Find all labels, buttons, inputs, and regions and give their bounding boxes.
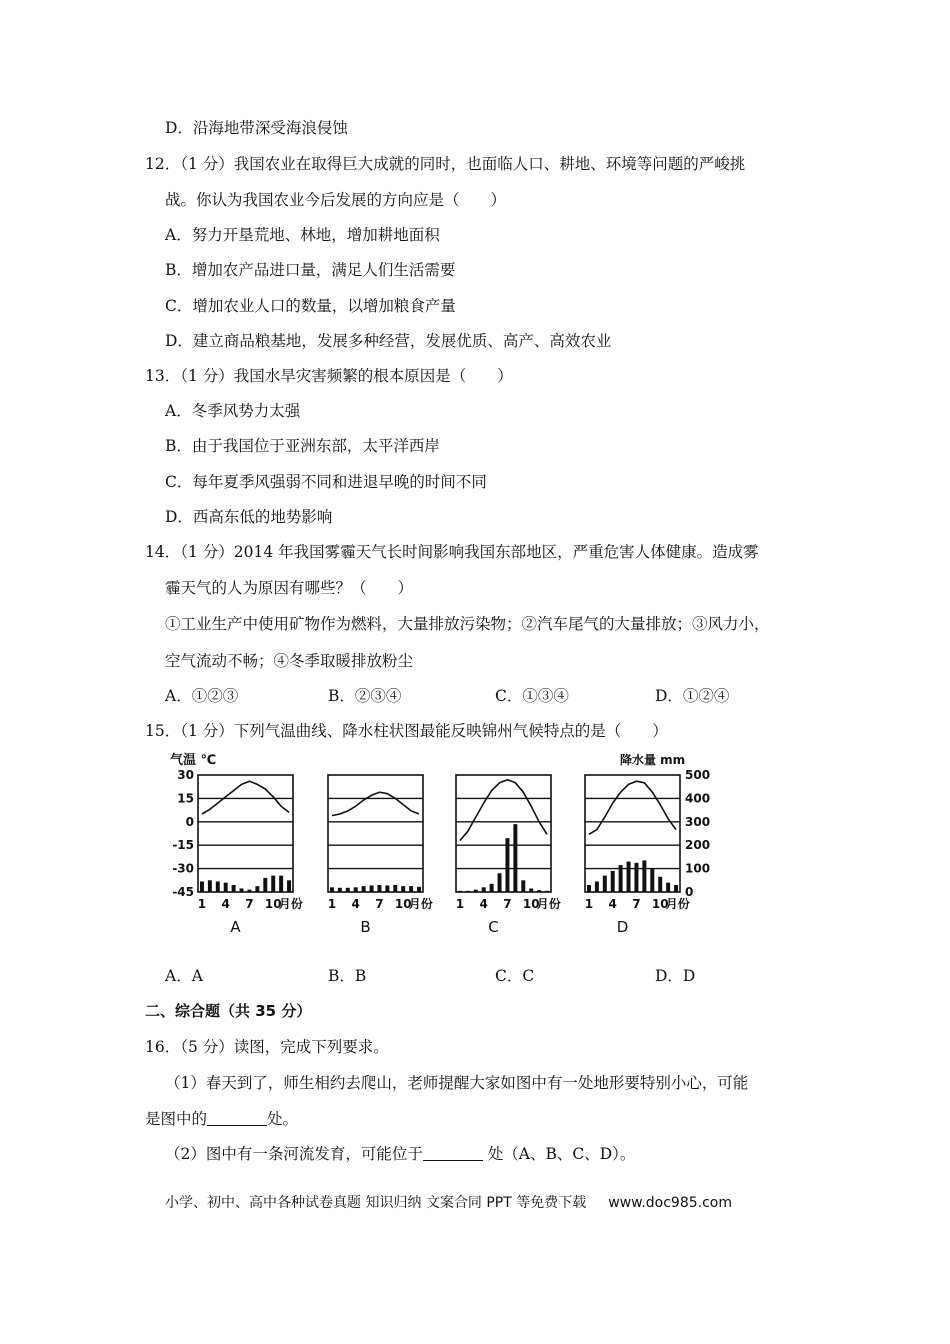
panel-b-x-tick-10: 10 xyxy=(394,897,412,911)
temp-tick-label-4: -30 xyxy=(172,861,194,876)
panel-d-precip-bar-6 xyxy=(627,862,631,892)
temp-tick-label-5: -45 xyxy=(172,885,194,899)
panel-c-x-unit: 月份 xyxy=(536,897,561,911)
q14-option-a: A．①②③ xyxy=(165,687,239,705)
q11-option-d: D．沿海地带深受海浪侵蚀 xyxy=(165,119,348,137)
panel-c-x-tick-7: 7 xyxy=(503,897,512,911)
panel-a-precip-bar-9 xyxy=(263,878,267,892)
panel-a-x-unit: 月份 xyxy=(278,897,303,911)
panel-b-precip-bar-11 xyxy=(409,886,413,892)
panel-d-precip-bar-2 xyxy=(595,881,599,892)
q16-part1-line2 xyxy=(145,1109,298,1129)
temp-tick-label-2: 0 xyxy=(185,814,194,829)
panel-b-precip-bar-4 xyxy=(354,887,358,892)
section-2-title: 二、综合题（共 35 分） xyxy=(145,1002,312,1020)
panel-c-x-tick-10: 10 xyxy=(522,897,540,911)
q16-part1-suffix: 处。 xyxy=(267,1110,299,1128)
panel-d-frame xyxy=(585,775,680,892)
panel-c-precip-bar-2 xyxy=(466,891,470,892)
q16-part1-blank[interactable] xyxy=(207,1110,267,1126)
precip-tick-label-0: 500 xyxy=(685,768,711,782)
q15-option-c: C．C xyxy=(495,967,535,985)
q13-option-c: C．每年夏季风强弱不同和进退早晚的时间不同 xyxy=(165,473,487,491)
panel-d-precip-bar-3 xyxy=(603,876,607,892)
q14-option-b: B．②③④ xyxy=(328,687,402,705)
panel-d-x-tick-1: 1 xyxy=(584,897,594,911)
panel-a-precip-bar-3 xyxy=(216,881,220,892)
panel-c-precip-bar-10 xyxy=(529,888,533,892)
q12-option-d: D．建立商品粮基地，发展多种经营，发展优质、高产、高效农业 xyxy=(165,332,612,350)
panel-d-temp-curve xyxy=(589,781,676,834)
panel-c-precip-bar-5 xyxy=(490,884,494,892)
panel-c-x-tick-4: 4 xyxy=(479,897,488,911)
panel-a-precip-bar-11 xyxy=(279,876,283,892)
panel-a-frame xyxy=(198,775,293,892)
panel-c-precip-bar-3 xyxy=(474,890,478,892)
panel-b-precip-bar-7 xyxy=(377,885,381,892)
panel-c-temp-curve xyxy=(460,780,547,841)
panel-a-temp-curve xyxy=(202,781,289,814)
panel-d-precip-bar-12 xyxy=(674,885,678,892)
panel-d-precip-bar-4 xyxy=(611,871,615,892)
panel-b-precip-bar-5 xyxy=(362,886,366,892)
panel-d-precip-bar-10 xyxy=(658,877,662,892)
precip-axis-label: 降水量 mm xyxy=(620,753,686,767)
panel-a-precip-bar-1 xyxy=(200,881,204,892)
panel-b-precip-bar-10 xyxy=(401,886,405,892)
q15-stem: 15．（1 分）下列气温曲线、降水柱状图最能反映锦州气候特点的是（ ） xyxy=(145,722,668,740)
panel-b-precip-bar-9 xyxy=(393,885,397,892)
panel-b-precip-bar-6 xyxy=(370,885,374,892)
temp-axis-label: 气温 ℃ xyxy=(170,753,217,768)
panel-b-precip-bar-1 xyxy=(330,887,334,892)
q12-option-a: A．努力开垦荒地、林地，增加耕地面积 xyxy=(165,226,440,244)
footer xyxy=(165,1192,732,1212)
q16-part2-blank[interactable] xyxy=(423,1145,483,1161)
panel-b-precip-bar-3 xyxy=(346,888,350,892)
q14-option-d: D．①②④ xyxy=(655,687,730,705)
panel-b-frame xyxy=(328,775,423,892)
panel-c-precip-bar-7 xyxy=(505,838,509,892)
climate-charts xyxy=(160,750,720,950)
panel-b-precip-bar-8 xyxy=(385,885,389,892)
panel-d-label: D xyxy=(616,918,629,936)
q13-stem: 13．（1 分）我国水旱灾害频繁的根本原因是（ ） xyxy=(145,367,513,385)
panel-b-label: B xyxy=(360,918,371,936)
panel-b-precip-bar-2 xyxy=(338,888,342,892)
panel-a-precip-bar-5 xyxy=(232,885,236,892)
panel-a-x-tick-10: 10 xyxy=(264,897,282,911)
panel-c-precip-bar-1 xyxy=(458,891,462,892)
panel-d-x-tick-7: 7 xyxy=(632,897,641,911)
temp-tick-label-0: 30 xyxy=(177,768,194,782)
footer-url[interactable]: www.doc985.com xyxy=(608,1195,732,1211)
precip-tick-label-1: 400 xyxy=(685,791,711,806)
panel-a-precip-bar-8 xyxy=(255,886,259,892)
panel-d-x-tick-10: 10 xyxy=(651,897,669,911)
q16-stem: 16．（5 分）读图，完成下列要求。 xyxy=(145,1038,389,1056)
panel-d-precip-bar-7 xyxy=(634,863,638,892)
q14-option-c: C．①③④ xyxy=(495,687,569,705)
q13-option-a: A．冬季风势力太强 xyxy=(165,402,301,420)
panel-a-precip-bar-10 xyxy=(271,876,275,892)
panel-b-x-tick-4: 4 xyxy=(351,897,360,911)
precip-tick-label-5: 0 xyxy=(685,885,694,899)
panel-c-label: C xyxy=(488,918,499,936)
panel-c-precip-bar-8 xyxy=(513,824,517,892)
q12-stem-1: 12．（1 分）我国农业在取得巨大成就的同时，也面临人口、耕地、环境等问题的严峻挑 xyxy=(145,155,746,173)
panel-c-precip-bar-6 xyxy=(498,873,502,892)
q13-option-b: B．由于我国位于亚洲东部，太平洋西岸 xyxy=(165,437,440,455)
temp-tick-label-1: 15 xyxy=(177,791,194,806)
panel-d-precip-bar-8 xyxy=(642,860,646,892)
panel-a-x-tick-7: 7 xyxy=(245,897,254,911)
panel-c-frame xyxy=(456,775,551,892)
panel-d-precip-bar-11 xyxy=(666,883,670,892)
q16-part2-prefix: （2）图中有一条河流发育，可能位于 xyxy=(165,1145,423,1163)
q13-option-d: D．西高东低的地势影响 xyxy=(165,508,333,526)
q14-stem-2: 霾天气的人为原因有哪些？（ ） xyxy=(165,579,414,597)
q14-detail-1: ①工业生产中使用矿物作为燃料，大量排放污染物；②汽车尾气的大量排放；③风力小， xyxy=(165,615,770,633)
panel-c-precip-bar-4 xyxy=(482,887,486,892)
footer-text: 小学、初中、高中各种试卷真题 知识归纳 文案合同 PPT 等免费下载 xyxy=(165,1195,587,1211)
panel-a-precip-bar-12 xyxy=(287,880,291,892)
precip-tick-label-4: 100 xyxy=(685,861,711,876)
panel-a-x-tick-1: 1 xyxy=(197,897,207,911)
panel-c-x-tick-1: 1 xyxy=(455,897,465,911)
q16-part2 xyxy=(165,1144,635,1164)
temp-tick-label-3: -15 xyxy=(172,838,194,853)
precip-tick-label-3: 200 xyxy=(685,838,711,853)
panel-b-x-tick-1: 1 xyxy=(327,897,337,911)
panel-a-x-tick-4: 4 xyxy=(221,897,230,911)
panel-c-precip-bar-12 xyxy=(545,891,549,892)
panel-b-temp-curve xyxy=(332,792,419,815)
q12-stem-2: 战。你认为我国农业今后发展的方向应是（ ） xyxy=(165,191,507,209)
q16-part2-suffix: 处（A、B、C、D）。 xyxy=(482,1145,636,1163)
panel-d-precip-bar-9 xyxy=(650,869,654,892)
panel-d-precip-bar-5 xyxy=(619,865,623,892)
panel-c-precip-bar-11 xyxy=(537,890,541,892)
q15-option-a: A．A xyxy=(165,967,203,985)
q16-part1-line1: （1）春天到了，师生相约去爬山，老师提醒大家如图中有一处地形要特别小心，可能 xyxy=(165,1074,749,1092)
panel-d-precip-bar-1 xyxy=(587,885,591,892)
panel-a-label: A xyxy=(230,918,241,936)
panel-d-x-tick-4: 4 xyxy=(608,897,617,911)
panel-c-precip-bar-9 xyxy=(521,880,525,892)
q14-detail-2: 空气流动不畅；④冬季取暖排放粉尘 xyxy=(165,652,414,670)
panel-b-x-unit: 月份 xyxy=(408,897,433,911)
panel-b-x-tick-7: 7 xyxy=(375,897,384,911)
q14-stem-1: 14．（1 分）2014 年我国雾霾天气长时间影响我国东部地区，严重危害人体健康。造成雾 xyxy=(145,543,759,561)
precip-tick-label-2: 300 xyxy=(685,814,711,829)
q12-option-c: C．增加农业人口的数量，以增加粮食产量 xyxy=(165,297,456,315)
panel-a-precip-bar-4 xyxy=(224,883,228,892)
panel-a-precip-bar-6 xyxy=(240,888,244,892)
q16-part1-prefix: 是图中的 xyxy=(145,1110,208,1128)
panel-a-precip-bar-7 xyxy=(247,890,251,892)
q15-option-b: B．B xyxy=(328,967,367,985)
panel-a-precip-bar-2 xyxy=(208,880,212,892)
q12-option-b: B．增加农产品进口量，满足人们生活需要 xyxy=(165,261,456,279)
panel-d-x-unit: 月份 xyxy=(665,897,690,911)
panel-b-precip-bar-12 xyxy=(417,887,421,892)
q15-option-d: D．D xyxy=(655,967,696,985)
